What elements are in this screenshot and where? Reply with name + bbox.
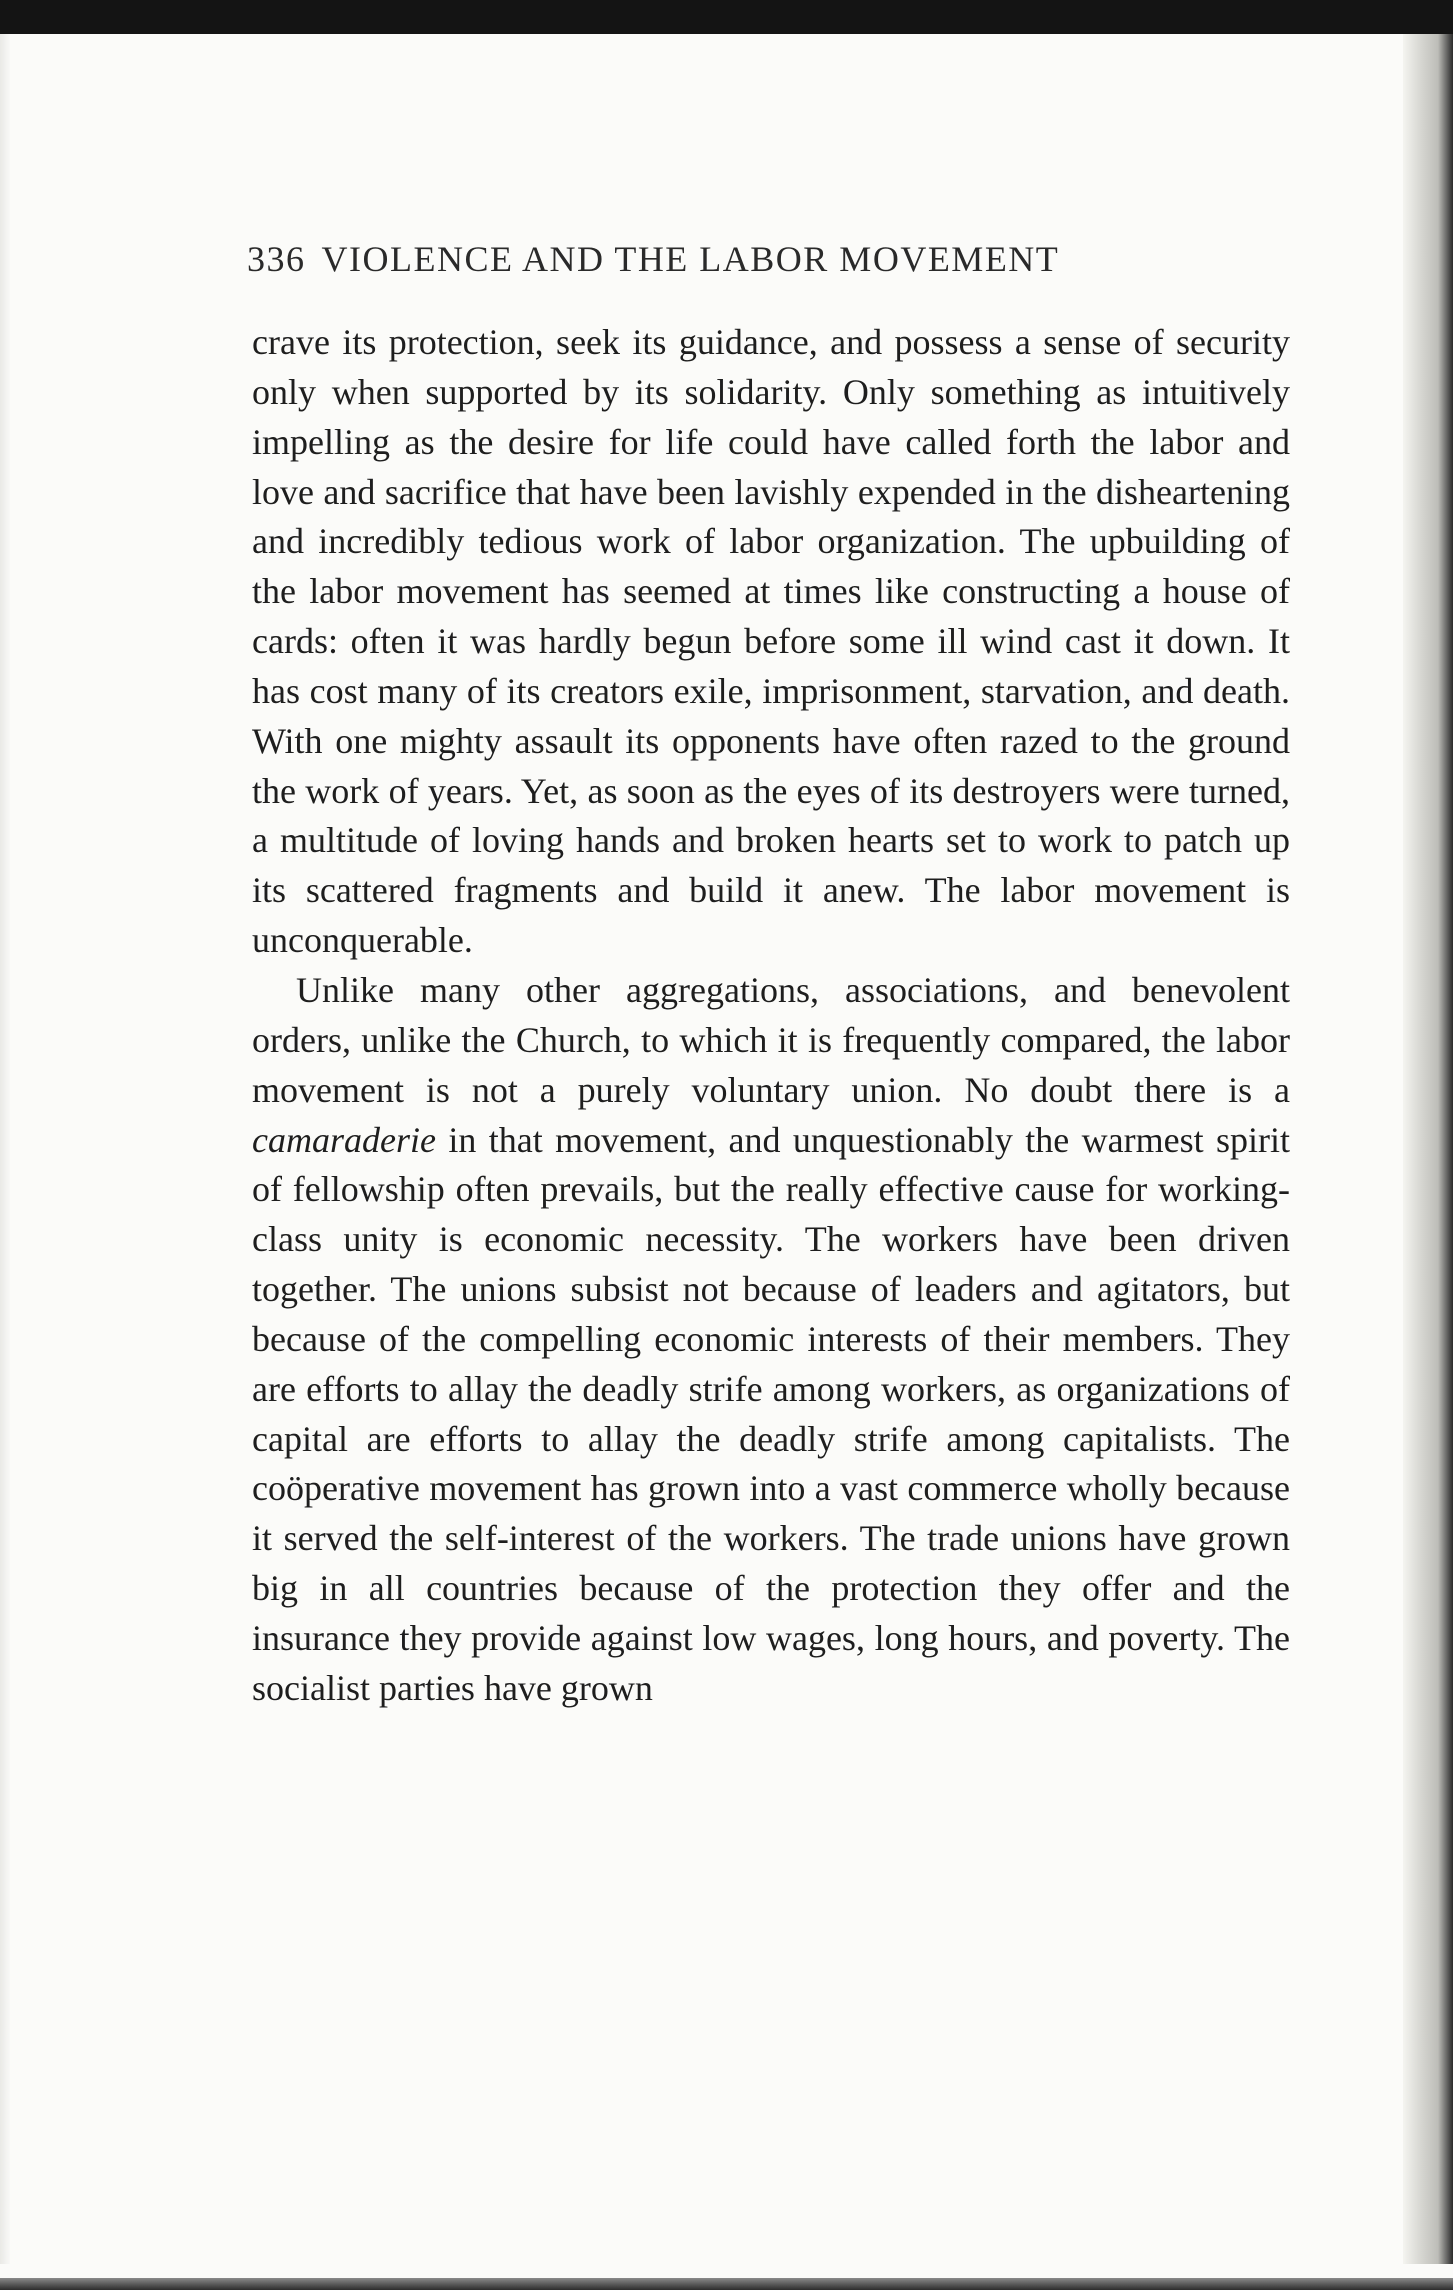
italic-term: camaraderie xyxy=(252,1119,436,1160)
paragraph-2-start: Unlike many other aggregations, associations, and benevolent orders, unlike the Church, to which it is frequently compared, the labor movement is not a purely voluntary union. No doubt there is a xyxy=(252,969,1290,1110)
scan-right-edge-shadow xyxy=(1403,34,1453,2264)
paragraph-1: crave its protection, seek its guidance, and possess a sense of security only when supported by its solidarity. Only something as intuitively impelling as the desire for life could have called forth the labor and love and sacrifice that have been lavishly expended in the disheartening and incredibly tedious work of labor organization. The upbuilding of the labor movement has seemed at times like constructing a house of cards: often it was hardly begun before some ill wind cast it down. It has cost many of its creators exile, imprisonment, starvation, and death. With one mighty assault its opponents have often razed to the ground the work of years. Yet, as soon as the eyes of its destroyers were turned, a multitude of loving hands and broken hearts set to work to patch up its scattered fragments and build it anew. The labor movement is unconquerable. xyxy=(252,322,1290,961)
scan-left-edge xyxy=(0,34,10,2264)
body-text xyxy=(252,318,1290,1714)
running-head xyxy=(247,238,1297,280)
page-number: 336 xyxy=(247,239,306,279)
scan-bottom-border xyxy=(0,2278,1453,2290)
scan-top-border xyxy=(0,0,1453,34)
paragraph-2 xyxy=(252,966,1290,1714)
paragraph-2-rest: in that movement, and unquestionably the warmest spirit of fellowship often prevails, but the really effective cause for working-class unity is economic necessity. The workers have been driven together. The unions subsist not because of leaders and agitators, but because of the compelling economic interests of their members. They are efforts to allay the deadly strife among workers, as organizations of capital are efforts to allay the deadly strife among capitalists. The coöperative movement has grown into a vast commerce wholly because it served the self-interest of the workers. The trade unions have grown big in all countries because of the protection they offer and the insurance they provide against low wages, long hours, and poverty. The socialist parties have grown xyxy=(252,1119,1290,1708)
running-title: VIOLENCE AND THE LABOR MOVEMENT xyxy=(321,239,1060,279)
